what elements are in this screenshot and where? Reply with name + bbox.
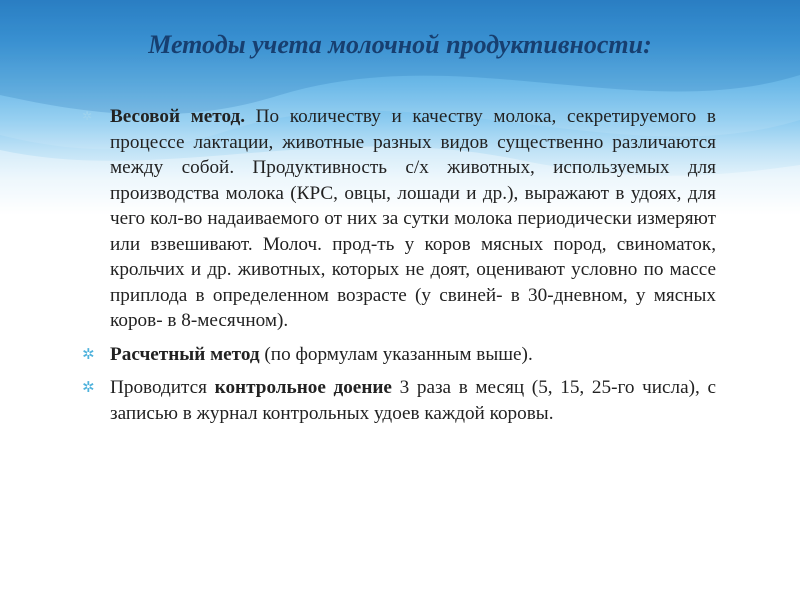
bullet-text: По количеству и качеству молока, секретируемого в процессе лактации, животные разных видов существенно различаются между собой. Продуктивность с/х животных, используемых для производства молока (КРС, овцы, лошади и др.), выражают в удоях, для чего кол-во надаиваемого от них за сутки молока периодически измеряют или взвешивают. Молоч. прод-ть у коров мясных пород, свиноматок, крольчих и др. животных, которых не доят, оценивают условно по массе приплода в определенном возрасте (у свиней- в 30-дневном, у мясных коров- в 8-месячном).: [110, 106, 716, 331]
bullet-list: [82, 104, 716, 434]
bullet-text: (по формулам указанным выше).: [259, 343, 533, 365]
bullet-item-weight-method: [82, 104, 716, 334]
star-bullet-icon: ✲: [82, 344, 95, 363]
bullet-bold-term: Весовой метод.: [110, 106, 246, 127]
bullet-item-calc-method: [82, 342, 716, 368]
bullet-text-prefix: Проводится: [110, 377, 215, 398]
bullet-bold-term: контрольное доение: [214, 377, 392, 398]
slide-title: Методы учета молочной продуктивности:: [148, 30, 652, 59]
bullet-bold-term: Расчетный метод: [110, 343, 260, 365]
star-bullet-icon: ✲: [82, 378, 95, 396]
star-bullet-icon: ✲: [82, 109, 93, 123]
bullet-item-control-milking: [82, 375, 716, 426]
bullet-text: 3 раза в месяц (5, 15, 25-го числа), с записью в журнал контрольных удоев каждой коровы.: [110, 377, 716, 424]
